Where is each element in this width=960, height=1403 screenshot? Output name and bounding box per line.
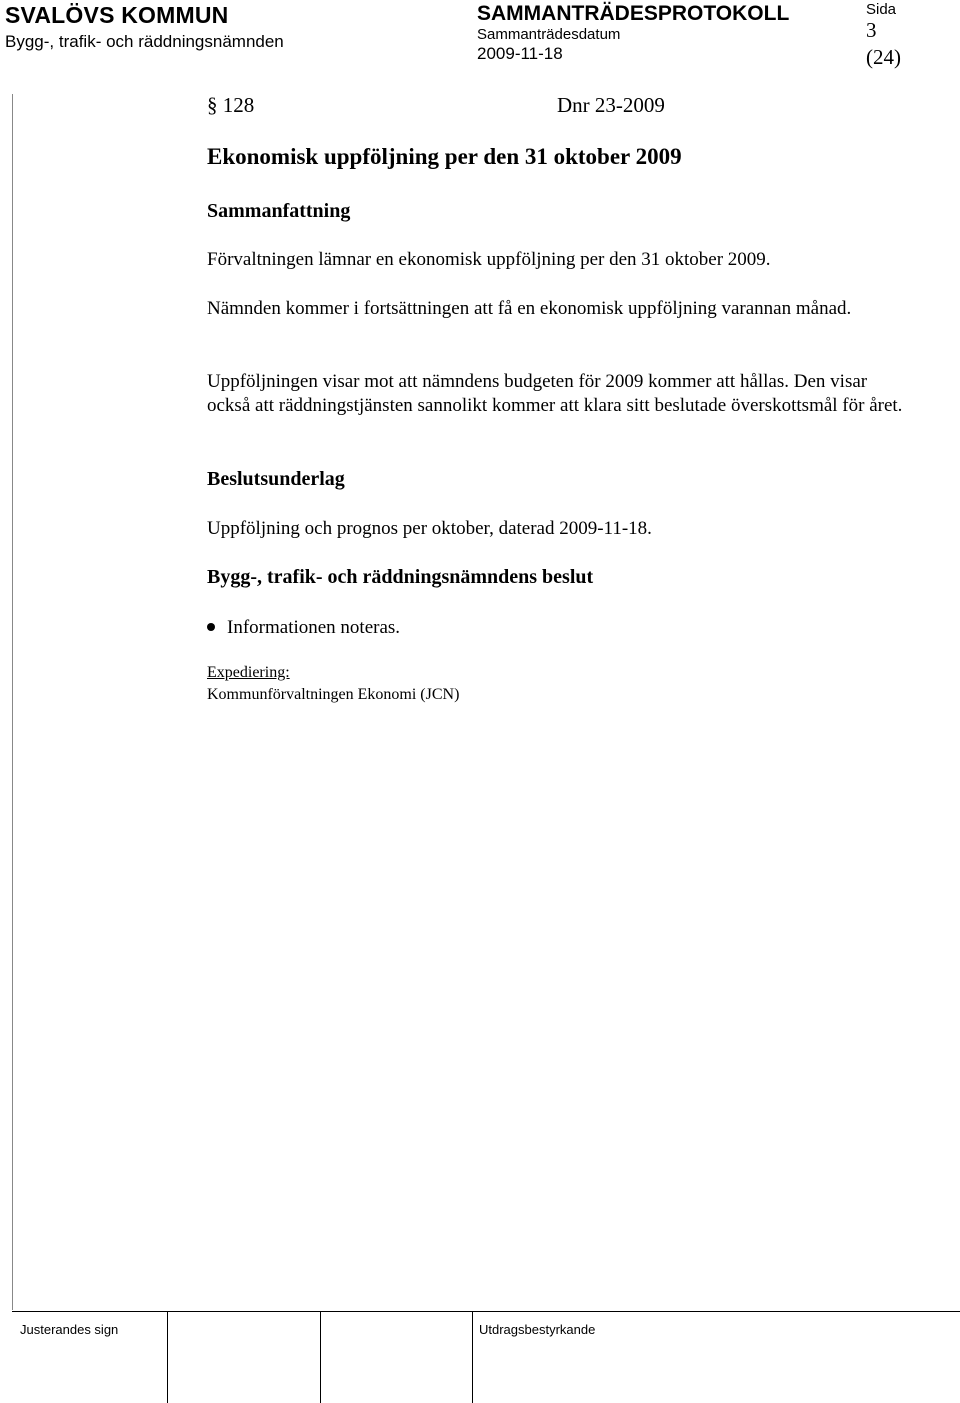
dispatch-label: Expediering: [207, 664, 290, 681]
footer-divider [320, 1312, 321, 1403]
footer-divider [167, 1312, 168, 1403]
page-total: (24) [866, 45, 901, 69]
item-title: Ekonomisk uppföljning per den 31 oktober 2009 [207, 144, 682, 169]
document-type: SAMMANTRÄDESPROTOKOLL [477, 2, 790, 25]
footer-divider [472, 1312, 473, 1403]
summary-paragraph: Förvaltningen lämnar en ekonomisk uppföljning per den 31 oktober 2009. [207, 249, 771, 270]
paragraph-symbol: § [207, 93, 218, 117]
summary-paragraph: Uppföljningen visar mot att nämndens budgeten för 2009 kommer att hållas. Den visar också att räddningstjänsten sannolikt kommer att klara sitt beslutade överskottsmål för året. [207, 371, 903, 416]
decision-basis-text: Uppföljning och prognos per oktober, daterad 2009-11-18. [207, 518, 652, 539]
extract-certification-label: Utdragsbestyrkande [479, 1322, 596, 1337]
summary-paragraph: Nämnden kommer i fortsättningen att få en ekonomisk uppföljning varannan månad. [207, 298, 852, 319]
decision-heading: Bygg-, trafik- och räddningsnämndens beslut [207, 566, 594, 588]
paragraph-number: 128 [222, 93, 255, 117]
decision-list-item [207, 617, 400, 639]
bullet-icon [207, 623, 215, 631]
registration-number: Dnr 23-2009 [557, 93, 665, 117]
committee-name: Bygg-, trafik- och räddningsnämnden [5, 32, 284, 51]
page-label: Sida [866, 1, 897, 18]
left-margin-line [12, 94, 13, 1310]
meeting-date-value: 2009-11-18 [477, 44, 563, 63]
decision-basis-heading: Beslutsunderlag [207, 468, 345, 490]
organization-name: SVALÖVS KOMMUN [5, 2, 229, 28]
footer-rule [12, 1311, 960, 1312]
signature-label: Justerandes sign [20, 1322, 119, 1337]
dispatch-recipient: Kommunförvaltningen Ekonomi (JCN) [207, 686, 460, 703]
decision-item-text: Informationen noteras. [227, 617, 401, 638]
meeting-date-label: Sammanträdesdatum [477, 26, 621, 43]
paragraph-reference [207, 93, 254, 118]
page-number: 3 [866, 18, 877, 42]
summary-heading: Sammanfattning [207, 200, 351, 222]
